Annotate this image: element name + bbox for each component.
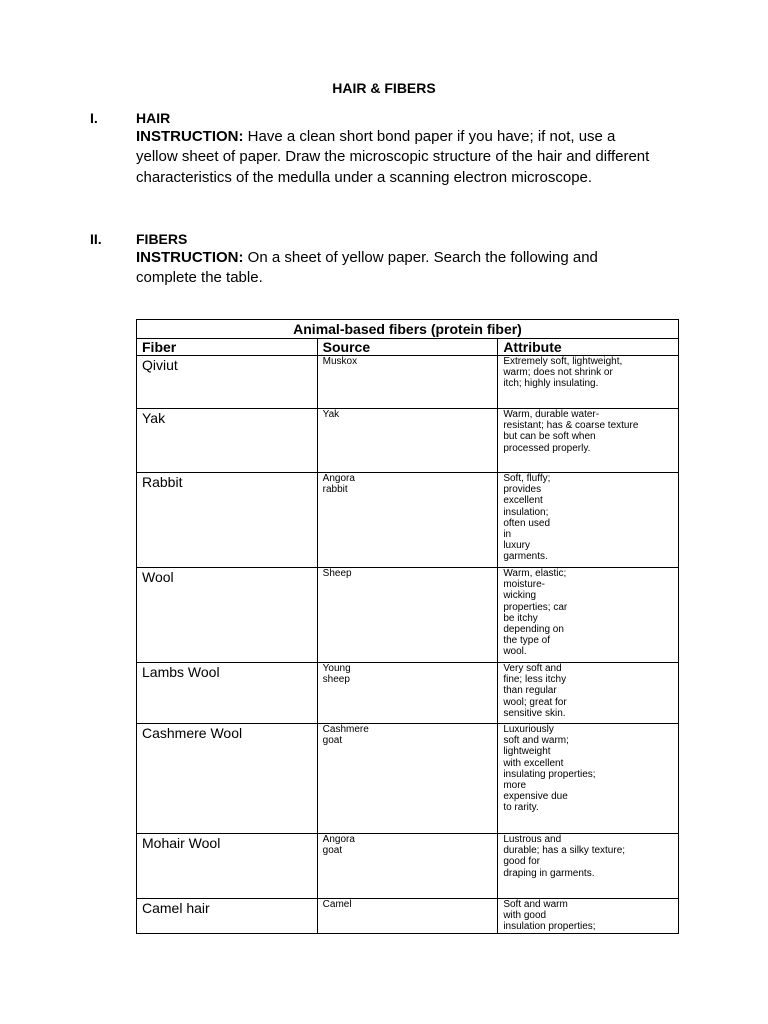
source-text: Yak <box>322 409 340 420</box>
fiber-cell: Lambs Wool <box>137 663 318 724</box>
attribute-text: Soft, fluffy; provides excellent insulation; often used in luxury garments. <box>503 473 551 563</box>
source-text: Young sheep <box>322 663 351 685</box>
source-text: Angora goat <box>322 834 355 856</box>
attribute-cell <box>498 724 679 834</box>
document-title: HAIR & FIBERS <box>332 80 436 96</box>
attribute-cell <box>498 834 679 899</box>
column-header-fiber: Fiber <box>137 339 318 356</box>
table-row <box>137 834 679 899</box>
instruction-text: Have a clean short bond paper if you have; if not, use a yellow sheet of paper. Draw the microscopic structure of the hair and different characteristics of the medulla under a scanning electron microscope. <box>136 128 650 186</box>
section-number-hair: I. <box>90 110 98 126</box>
fiber-cell: Rabbit <box>137 473 318 568</box>
source-cell <box>317 834 498 899</box>
attribute-text: Very soft and fine; less itchy than regular wool; great for sensitive skin. <box>503 663 567 719</box>
attribute-cell <box>498 356 679 409</box>
attribute-cell <box>498 568 679 663</box>
fiber-cell: Mohair Wool <box>137 834 318 899</box>
source-text: Muskox <box>322 356 358 367</box>
table-row <box>137 356 679 409</box>
fiber-cell: Camel hair <box>137 899 318 934</box>
source-text: Angora rabbit <box>322 473 355 495</box>
attribute-text: Warm, durable water- resistant; has & coarse texture but can be soft when processed properly. <box>503 409 639 454</box>
table-row <box>137 899 679 934</box>
table-row <box>137 663 679 724</box>
source-cell <box>317 409 498 473</box>
attribute-cell <box>498 473 679 568</box>
fiber-cell: Wool <box>137 568 318 663</box>
source-text: Cashmere goat <box>322 724 369 746</box>
attribute-text: Soft and warm with good insulation properties; <box>503 899 596 933</box>
source-cell <box>317 899 498 934</box>
section-number-fibers: II. <box>90 231 102 247</box>
source-cell <box>317 473 498 568</box>
table-row <box>137 568 679 663</box>
attribute-cell <box>498 409 679 473</box>
source-cell <box>317 724 498 834</box>
fiber-cell: Cashmere Wool <box>137 724 318 834</box>
source-text: Sheep <box>322 568 352 579</box>
attribute-cell <box>498 899 679 934</box>
section-heading-fibers: FIBERS <box>136 231 188 247</box>
table-row <box>137 473 679 568</box>
attribute-text: Lustrous and durable; has a silky texture; good for draping in garments. <box>503 834 626 879</box>
source-text: Camel <box>322 899 352 910</box>
instruction-label: INSTRUCTION: <box>136 249 244 266</box>
fiber-cell: Yak <box>137 409 318 473</box>
column-header-source: Source <box>317 339 498 356</box>
attribute-text: Extremely soft, lightweight, warm; does not shrink or itch; highly insulating. <box>503 356 623 390</box>
attribute-cell <box>498 663 679 724</box>
fibers-table <box>136 319 679 934</box>
source-cell <box>317 568 498 663</box>
table-row <box>137 409 679 473</box>
column-header-attribute: Attribute <box>498 339 679 356</box>
attribute-text: Warm, elastic; moisture- wicking properties; car be itchy depending on the type of wool. <box>503 568 568 658</box>
table-row <box>137 724 679 834</box>
source-cell <box>317 356 498 409</box>
instruction-label: INSTRUCTION: <box>136 128 244 145</box>
instruction-text: On a sheet of yellow paper. Search the following and complete the table. <box>136 249 598 287</box>
section-heading-hair: HAIR <box>136 110 171 126</box>
table-caption: Animal-based fibers (protein fiber) <box>137 320 679 339</box>
instruction-fibers <box>136 248 656 289</box>
attribute-text: Luxuriously soft and warm; lightweight with excellent insulating properties; more expensive due to rarity. <box>503 724 596 814</box>
instruction-hair <box>136 127 656 188</box>
source-cell <box>317 663 498 724</box>
fiber-cell: Qiviut <box>137 356 318 409</box>
